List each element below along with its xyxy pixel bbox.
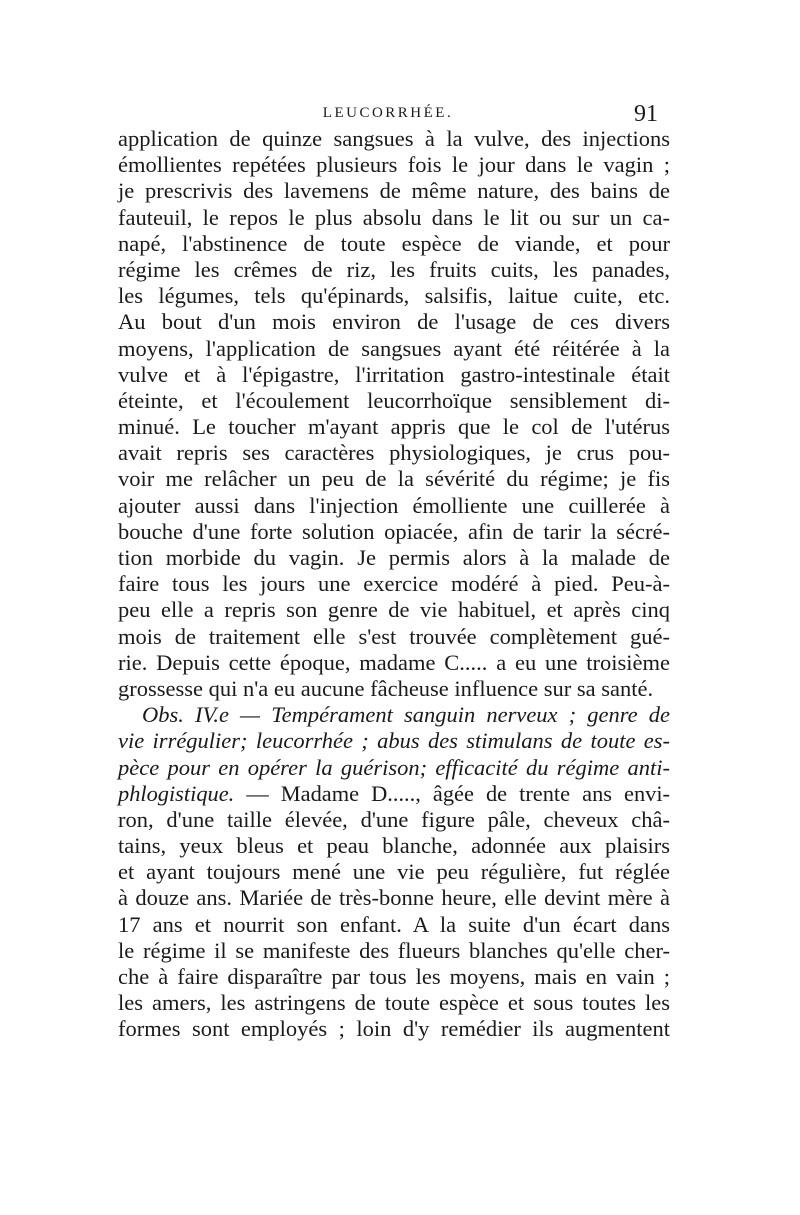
observation-summary: Tempérament sanguin nerveux ; genre de (271, 702, 670, 728)
text-line: rie. Depuis cette époque, madame C..... a eu une troisième (118, 649, 670, 675)
text-line: vulve et à l'épigastre, l'irritation gastro-intestinale était (118, 361, 670, 387)
text-line: peu elle a repris son genre de vie habituel, et après cinq (118, 597, 670, 623)
text-line: je prescrivis des lavemens de même nature, des bains de (118, 178, 670, 204)
text-line (118, 781, 670, 807)
text-line: fauteuil, le repos le plus absolu dans le lit ou sur un ca- (118, 204, 670, 230)
text-line: faire tous les jours une exercice modéré à pied. Peu-à- (118, 571, 670, 597)
text-line: tion morbide du vagin. Je permis alors à la malade de (118, 545, 670, 570)
text-line: émollientes repétées plusieurs fois le jour dans le vagin ; (118, 152, 670, 178)
observation-label: Obs. IV.e — (142, 702, 261, 728)
text-line: grossesse qui n'a eu aucune fâcheuse influence sur sa santé. (118, 675, 654, 701)
text-line: tains, yeux bleus et peau blanche, adonnée aux plaisirs (118, 833, 670, 859)
text-line: Au bout d'un mois environ de l'usage de ces divers (118, 309, 670, 335)
text-line: le régime il se manifeste des flueurs blanches qu'elle cher- (118, 937, 670, 963)
text-line: les légumes, tels qu'épinards, salsifis, laitue cuite, etc. (118, 283, 670, 309)
text-line: ajouter aussi dans l'injection émolliente une cuillerée à (118, 492, 670, 518)
text-line: 17 ans et nourrit son enfant. A la suite d'un écart dans (118, 911, 670, 937)
observation-heading-line (118, 702, 670, 728)
running-title: LEUCORRHÉE. (322, 105, 454, 121)
text-line: régime les crêmes de riz, les fruits cuits, les panades, (118, 256, 670, 282)
observation-summary-line: vie irrégulier; leucorrhée ; abus des stimulans de toute es- (118, 728, 670, 754)
text-line: mois de traitement elle s'est trouvée complètement gué- (118, 623, 670, 649)
text-line: et ayant toujours mené une vie peu régulière, fut réglée (118, 859, 670, 885)
observation-summary-end: phlogistique. (118, 780, 235, 806)
text-line: bouche d'une forte solution opiacée, afin de tarir la sécré- (118, 518, 670, 544)
text-line: éteinte, et l'écoulement leucorrhoïque sensiblement di- (118, 387, 670, 413)
text-line: napé, l'abstinence de toute espèce de viande, et pour (118, 230, 670, 256)
observation-summary-line: pèce pour en opérer la guérison; efficacité du régime anti- (118, 754, 670, 780)
text-line: che à faire disparaître par tous les moyens, mais en vain ; (118, 964, 670, 989)
text-line: application de quinze sangsues à la vulve, des injections (118, 126, 670, 151)
text-line: voir me relâcher un peu de la sévérité du régime; je fis (118, 466, 670, 492)
text-line: à douze ans. Mariée de très-bonne heure, elle devint mère à (118, 885, 670, 911)
observation-text-start: — Madame D....., âgée de trente ans envi- (246, 780, 670, 806)
running-head (118, 103, 658, 127)
text-line: formes sont employés ; loin d'y remédier ils augmentent (118, 1016, 670, 1042)
text-line: moyens, l'application de sangsues ayant été réitérée à la (118, 335, 670, 361)
text-line: ron, d'une taille élevée, d'une figure pâle, cheveux châ- (118, 806, 670, 832)
text-line: avait repris ses caractères physiologiques, je crus pou- (118, 440, 670, 466)
text-line: minué. Le toucher m'ayant appris que le col de l'utérus (118, 414, 670, 440)
body-text (118, 126, 670, 1043)
page-number: 91 (634, 101, 658, 127)
text-line: les amers, les astringens de toute espèce et sous toutes les (118, 990, 670, 1016)
